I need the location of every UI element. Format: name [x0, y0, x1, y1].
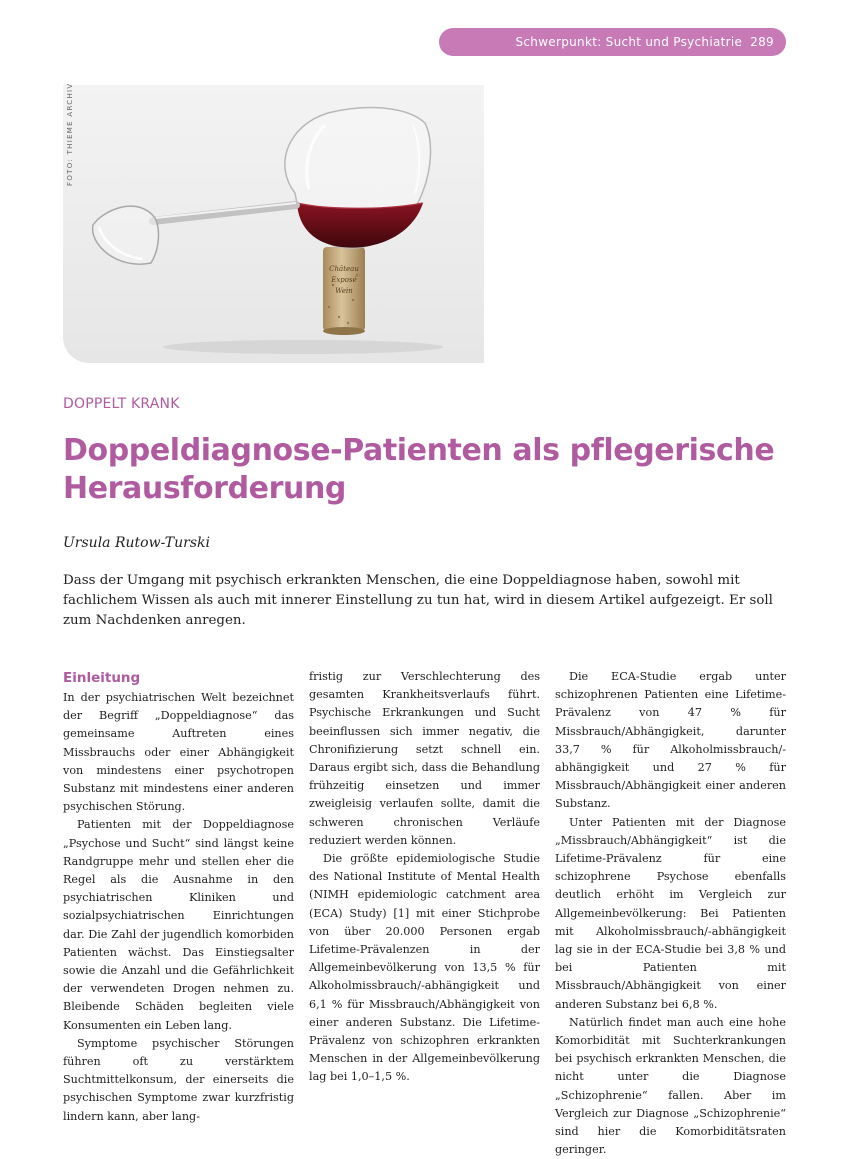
paragraph: Die größte epidemiologische Studie des National Institute of Mental Health (NIMH epidemiologic catchment area (ECA) Study) [1] mit einer Stichprobe von über 20.000 Personen ergab Lifetime-Prävalenzen in der Allgemeinbevölkerung von 13,5 % für Alkoholmissbrauch/-abhängigkeit und 6,1 % für Missbrauch/Abhängigkeit von einer anderen Substanz. Die Lifetime-Prävalenz von schizophren erkrankten Menschen in der Allgemeinbevölkerung lag bei 1,0–1,5 %.: [309, 852, 540, 1084]
body-column-1: [63, 668, 294, 1126]
paragraph: Die ECA-Studie ergab unter schizophrenen Patienten eine Lifetime-Prävalenz von 47 % für Missbrauch/Abhängigkeit, darunter 33,7 % für Alkoholmissbrauch/-abhängigkeit und 27 % für Missbrauch/Abhängigkeit einer anderen Substanz.: [555, 670, 786, 811]
cork-brand-text: Exposé: [331, 276, 357, 284]
cork-brand-text: Wein: [335, 287, 353, 295]
article-title: Doppeldiagnose-Patienten als pflegerische Herausforderung: [63, 433, 775, 506]
article-author: Ursula Rutow-Turski: [63, 535, 210, 551]
page-number: 289: [750, 35, 774, 49]
section-heading: Einleitung: [63, 670, 141, 686]
paragraph: Natürlich findet man auch eine hohe Komorbidität mit Suchterkrankungen bei psychisch erkrankten Menschen, die nicht unter die Diagnose „Schizophrenie“ fallen. Aber im Vergleich zur Diagnose „Schizophrenie“ sind hier die Komorbiditätsraten geringer.: [555, 1015, 786, 1157]
body-column-2: [309, 668, 540, 1087]
wine-glass-illustration: [63, 85, 484, 363]
section-label: Schwerpunkt: Sucht und Psychiatrie: [515, 35, 743, 49]
paragraph: Symptome psychischer Störungen führen oft zu verstärktem Suchtmittelkonsum, der einerseits die psychischen Symptome zwar kurzfristig lindern kann, aber lang-: [63, 1036, 294, 1123]
paragraph: fristig zur Verschlechterung des gesamten Krankheitsverlaufs führt. Psychische Erkrankungen und Sucht beeinflussen sich immer negativ, die Chronifizierung setzt schnell ein. Daraus ergibt sich, dass die Behandlung frühzeitig einsetzen und immer zweigleisig verlaufen sollte, damit die schweren chronischen Verläufe reduziert werden können.: [309, 670, 540, 847]
article-kicker: DOPPELT KRANK: [63, 396, 180, 412]
article-lead: Dass der Umgang mit psychisch erkrankten Menschen, die eine Doppeldiagnose haben, sowohl mit fachlichem Wissen als auch mit innerer Einstellung zu tun hat, wird in diesem Artikel aufgezeigt. Er soll zum Nachdenken anregen.: [63, 573, 773, 628]
cork-brand-text: Château: [329, 265, 359, 273]
body-column-3: [555, 668, 786, 1159]
paragraph: Unter Patienten mit der Diagnose „Missbrauch/Abhängigkeit“ ist die Lifetime-Prävalenz für eine schizophrene Psychose ebenfalls deutlich erhöht im Vergleich zur Allgemeinbevölkerung: Bei Patienten mit Alkoholmissbrauch/-abhängigkeit lag sie in der ECA-Studie bei 3,8 % und bei Patienten mit Missbrauch/Abhängigkeit von einer anderen Substanz bei 6,8 %.: [555, 815, 786, 1011]
wine-glass-photo: [63, 85, 484, 363]
section-header-badge: [439, 28, 786, 56]
photo-credit: FOTO: THIEME ARCHIV: [66, 82, 74, 186]
paragraph: Patienten mit der Doppeldiagnose „Psychose und Sucht“ sind längst keine Randgruppe mehr und stellen eher die Regel als die Ausnahme in den psychiatrischen Kliniken und sozialpsychiatrischen Einrichtungen dar. Die Zahl der jugendlich komorbiden Patienten wächst. Das Einstiegsalter sowie die Anzahl und die Gefährlichkeit der verwendeten Drogen nehmen zu. Bleibende Schäden begleiten viele Konsumenten ein Leben lang.: [63, 818, 294, 1032]
paragraph: In der psychiatrischen Welt bezeichnet der Begriff „Doppeldiagnose“ das gemeinsame Auftreten eines Missbrauchs oder einer Abhängigkeit von mindestens einer psychotropen Substanz mit mindestens einer anderen psychischen Störung.: [63, 691, 294, 814]
